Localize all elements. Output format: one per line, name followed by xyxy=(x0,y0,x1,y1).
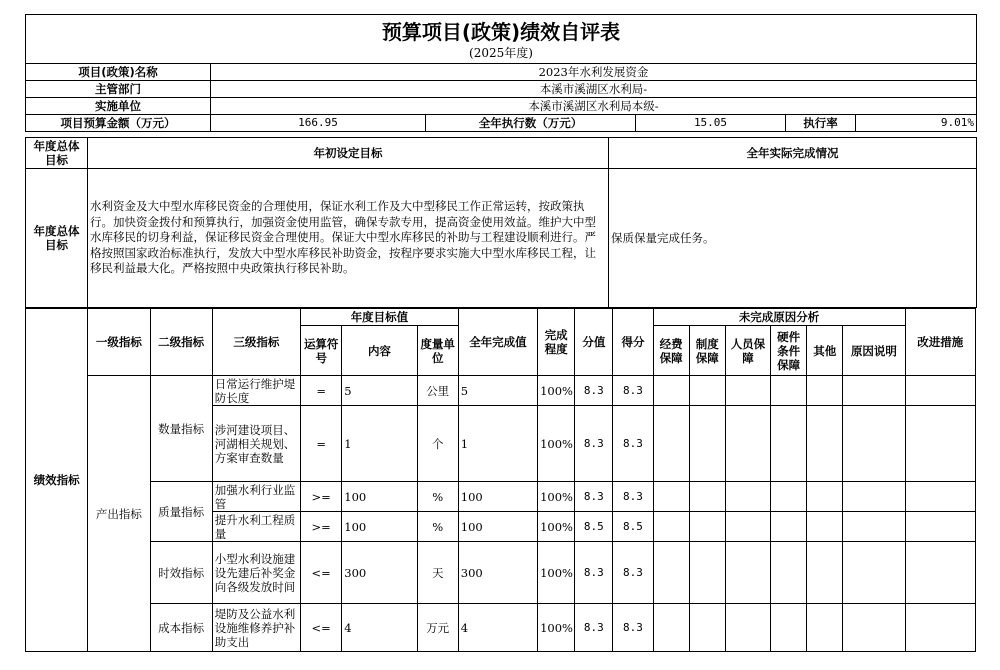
level1-header: 一级指标 xyxy=(88,309,150,376)
actual-cell: 1 xyxy=(458,406,537,482)
indicator-name: 提升水利工程质量 xyxy=(212,512,300,542)
degree-cell: 100% xyxy=(538,604,575,652)
score-cell: 8.3 xyxy=(575,482,613,512)
level3-header: 三级指标 xyxy=(212,309,300,376)
actual-status-header: 全年实际完成情况 xyxy=(609,138,977,169)
unit-cell: 个 xyxy=(417,406,458,482)
operator-cell: <= xyxy=(301,604,342,652)
actual-value-header: 全年完成值 xyxy=(458,309,537,376)
initial-goal-text: 水利资金及大中型水库移民资金的合理使用，保证水利工作及大中型移民工作正常运转，按政策执行。加快资金拨付和预算执行，加强资金使用监管，确保专款专用，提高资金使用效益。维护大中型水库移民的切身利益，保证移民资金合理使用。保证大中型水库移民的补助与工程建设顺利进行。严格按照国家政治标准执行，发放大中型水库移民补助资金，按程序要求实施大中型水库移民工程，让移民利益最大化。严格按照中央政策执行移民补助。 xyxy=(88,169,609,308)
initial-goal-header: 年初设定目标 xyxy=(88,138,609,169)
degree-cell: 100% xyxy=(538,542,575,604)
target-value-group-header: 年度目标值 xyxy=(301,309,459,326)
content-header: 内容 xyxy=(342,326,417,376)
group-quality: 质量指标 xyxy=(150,482,212,542)
actual-status-text: 保质保量完成任务。 xyxy=(609,169,977,308)
got-cell: 8.3 xyxy=(613,482,653,512)
operator-cell: >= xyxy=(301,512,342,542)
reason-funding-header: 经费保障 xyxy=(653,326,689,376)
unit-cell: % xyxy=(417,512,458,542)
project-name-value: 2023年水利发展资金 xyxy=(211,64,977,81)
indicator-name: 涉河建设项目、河湖相关规划、方案审查数量 xyxy=(212,406,300,482)
table-row xyxy=(26,604,976,652)
rate-label: 执行率 xyxy=(786,115,856,132)
degree-cell: 100% xyxy=(538,482,575,512)
score-cell: 8.5 xyxy=(575,512,613,542)
actual-cell: 100 xyxy=(458,482,537,512)
table-row xyxy=(26,542,976,604)
reason-staff-header: 人员保障 xyxy=(725,326,770,376)
actual-cell: 300 xyxy=(458,542,537,604)
indicator-name: 小型水利设施建设先建后补奖金向各级发放时间 xyxy=(212,542,300,604)
reason-note-header: 原因说明 xyxy=(843,326,905,376)
unit-cell: 天 xyxy=(417,542,458,604)
title-block xyxy=(25,14,977,63)
operator-cell: <= xyxy=(301,542,342,604)
reason-other-header: 其他 xyxy=(807,326,843,376)
degree-cell: 100% xyxy=(538,376,575,406)
unit-cell: 万元 xyxy=(417,604,458,652)
perf-section-label: 绩效指标 xyxy=(26,309,88,652)
operator-cell: >= xyxy=(301,482,342,512)
goals-row-label: 年度总体目标 xyxy=(26,169,88,308)
degree-cell: 100% xyxy=(538,512,575,542)
group-time: 时效指标 xyxy=(150,542,212,604)
actual-cell: 4 xyxy=(458,604,537,652)
reason-group-header: 未完成原因分析 xyxy=(653,309,905,326)
table-row xyxy=(26,482,976,512)
reason-system-header: 制度保障 xyxy=(689,326,725,376)
unit-cell: % xyxy=(417,482,458,512)
table-row xyxy=(26,376,976,406)
score-cell: 8.3 xyxy=(575,604,613,652)
exec-label: 全年执行数（万元） xyxy=(426,115,636,132)
group-cost: 成本指标 xyxy=(150,604,212,652)
level2-header: 二级指标 xyxy=(150,309,212,376)
improve-header: 改进措施 xyxy=(905,309,975,376)
year-subtitle: (2025年度) xyxy=(469,46,533,60)
reason-hardware-header: 硬件条件保障 xyxy=(771,326,807,376)
indicator-name: 加强水利行业监管 xyxy=(212,482,300,512)
got-score-header: 得分 xyxy=(613,309,653,376)
exec-value: 15.05 xyxy=(636,115,786,132)
indicator-name: 堤防及公益水利设施维修养护补助支出 xyxy=(212,604,300,652)
score-cell: 8.3 xyxy=(575,406,613,482)
content-cell: 5 xyxy=(342,376,417,406)
degree-cell: 100% xyxy=(538,406,575,482)
performance-indicator-table xyxy=(25,308,976,652)
content-cell: 100 xyxy=(342,512,417,542)
content-cell: 1 xyxy=(342,406,417,482)
unit-label: 实施单位 xyxy=(26,98,211,115)
annual-goals-table xyxy=(25,137,977,308)
operator-header: 运算符号 xyxy=(301,326,342,376)
got-cell: 8.5 xyxy=(613,512,653,542)
rate-value: 9.01% xyxy=(856,115,977,132)
unit-value: 本溪市溪湖区水利局本级- xyxy=(211,98,977,115)
unit-cell: 公里 xyxy=(417,376,458,406)
goals-header-label: 年度总体目标 xyxy=(26,138,88,169)
actual-cell: 100 xyxy=(458,512,537,542)
project-info-table xyxy=(25,63,977,132)
got-cell: 8.3 xyxy=(613,376,653,406)
content-cell: 300 xyxy=(342,542,417,604)
score-cell: 8.3 xyxy=(575,376,613,406)
operator-cell: = xyxy=(301,376,342,406)
content-cell: 4 xyxy=(342,604,417,652)
indicator-name: 日常运行维护堤防长度 xyxy=(212,376,300,406)
score-header: 分值 xyxy=(575,309,613,376)
group-quantity: 数量指标 xyxy=(150,376,212,482)
got-cell: 8.3 xyxy=(613,604,653,652)
actual-cell: 5 xyxy=(458,376,537,406)
project-name-label: 项目(政策)名称 xyxy=(26,64,211,81)
budget-value: 166.95 xyxy=(211,115,426,132)
completion-degree-header: 完成程度 xyxy=(538,309,575,376)
dept-label: 主管部门 xyxy=(26,81,211,98)
budget-label: 项目预算金额（万元） xyxy=(26,115,211,132)
dept-value: 本溪市溪湖区水利局- xyxy=(211,81,977,98)
score-cell: 8.3 xyxy=(575,542,613,604)
page-title: 预算项目(政策)绩效自评表 xyxy=(381,20,621,44)
level1-value: 产出指标 xyxy=(88,376,150,652)
operator-cell: = xyxy=(301,406,342,482)
got-cell: 8.3 xyxy=(613,542,653,604)
got-cell: 8.3 xyxy=(613,406,653,482)
content-cell: 100 xyxy=(342,482,417,512)
unit-header: 度量单位 xyxy=(417,326,458,376)
